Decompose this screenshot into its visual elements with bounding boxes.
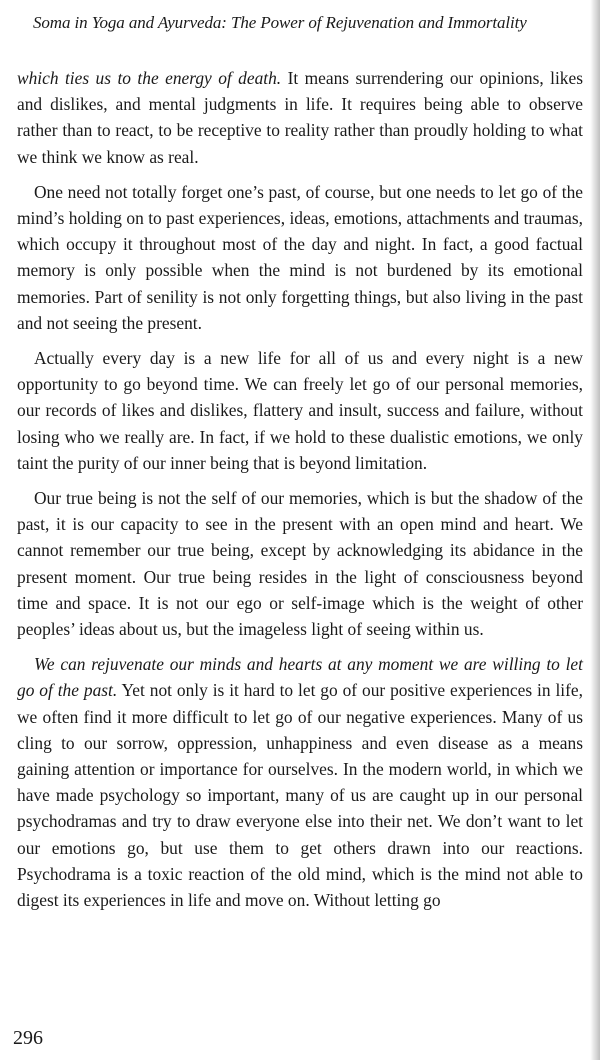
paragraph-4-text: Our true being is not the self of our memories, which is but the shadow of the past, it is our capacity to see in the present with an open mind and heart. We cannot remember our true being, except by acknowledging its abidance in the present moment. Our true being resides in the light of consciousness beyond time and space. It is not our ego or self-image which is the weight of other peoples’ ideas about us, but the imageless light of seeing within us.	[17, 488, 583, 640]
body-text	[17, 65, 583, 922]
paragraph-3-text: Actually every day is a new life for all of us and every night is a new opportunity to go beyond time. We can freely let go of our personal memories, our records of likes and dislikes, flattery and insult, success and failure, without losing who we really are. In fact, if we hold to these dualistic emotions, we only taint the purity of our inner being that is beyond limitation.	[17, 348, 583, 473]
paragraph-1-text: It means surrendering our opinions, likes and dislikes, and mental judgments in life. It requires being able to observe rather than to react, to be receptive to reality rather than proudly holding to what we think we know as real.	[17, 68, 583, 167]
page-number: 296	[13, 1027, 43, 1049]
paragraph-2-text: One need not totally forget one’s past, of course, but one needs to let go of the mind’s holding on to past experiences, ideas, emotions, attachments and traumas, which occupy it throughout most of the day and night. In fact, a good factual memory is only possible when the mind is not burdened by its emotional memories. Part of senility is not only forgetting things, but also living in the past and not seeing the present.	[17, 181, 583, 333]
paragraph-2	[17, 179, 583, 336]
paragraph-1	[17, 65, 583, 170]
paragraph-3	[17, 345, 583, 476]
paragraph-5-text: Yet not only is it hard to let go of our positive experiences in life, we often find it more difficult to let go of our negative experiences. Many of us cling to our sorrow, oppression, unhappiness and even disease as a means gaining attention or importance for ourselves. In the modern world, in which we have made psychology so important, many of us are caught up in our personal psychodramas and try to draw everyone else into their net. We don’t want to let our emotions go, but use them to get others drawn into our reactions. Psychodrama is a toxic reaction of the old mind, which is the mind not able to digest its experiences in life and move on. Without letting go	[17, 680, 583, 911]
page-edge-shadow	[590, 0, 600, 1060]
paragraph-5	[17, 651, 583, 913]
running-header: Soma in Yoga and Ayurveda: The Power of Rejuvenation and Immortality	[33, 13, 527, 32]
paragraph-1-italic-lead: which ties us to the energy of death.	[17, 68, 282, 88]
paragraph-4	[17, 485, 583, 642]
paragraph-5-italic-lead: We can rejuvenate our minds and hearts at any moment we are willing to let go of the past.	[17, 654, 583, 701]
